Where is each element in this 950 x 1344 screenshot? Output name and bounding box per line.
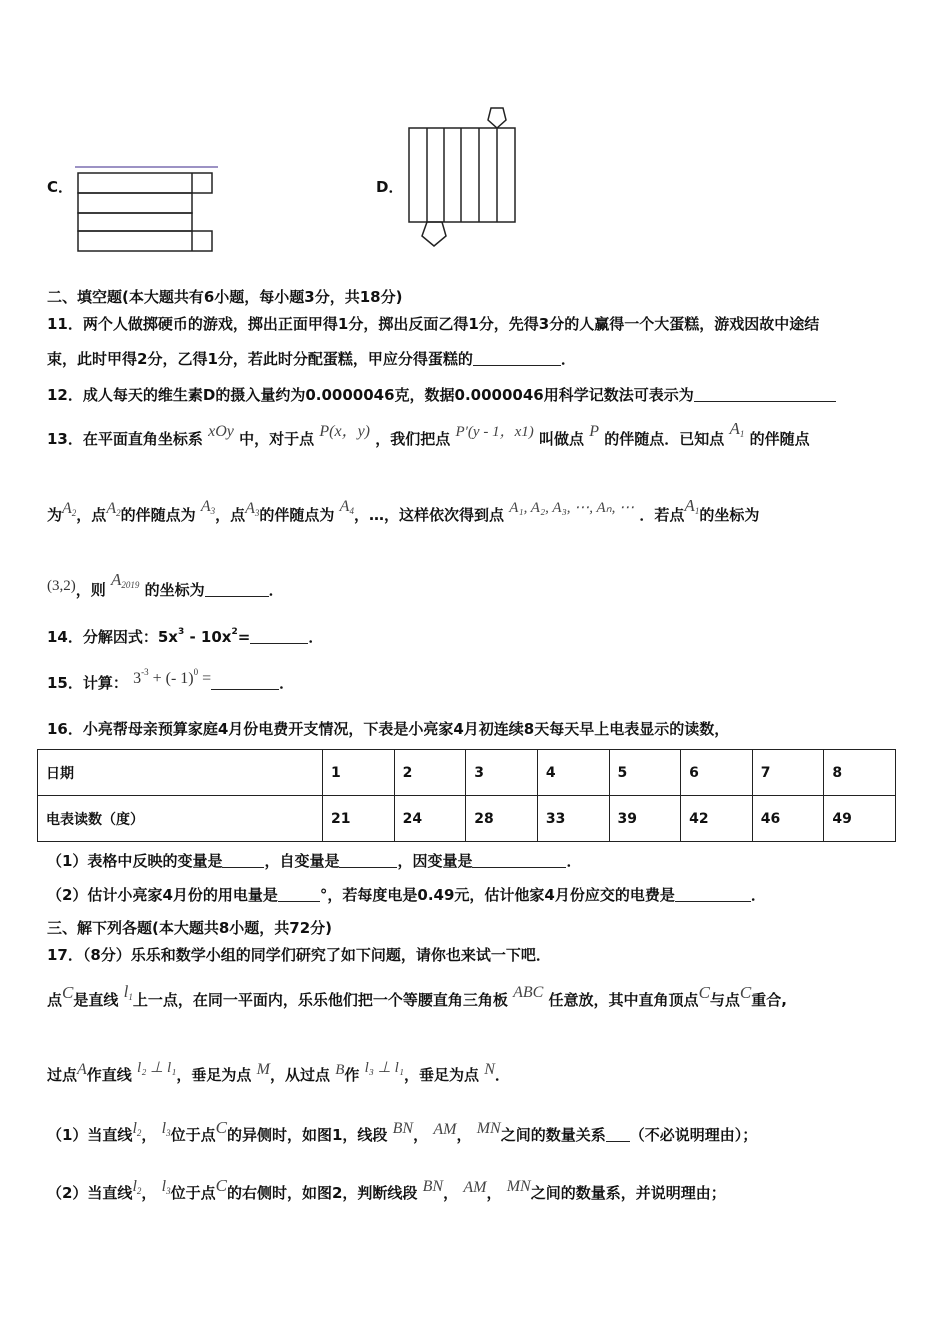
q12-answer-blank[interactable]: [694, 387, 836, 402]
table-cell: 33: [537, 796, 609, 842]
table-header-date: 日期: [38, 750, 323, 796]
section-2-heading: 二、填空题(本大题共有6小题，每小题3分，共18分): [47, 288, 403, 306]
electricity-table: [37, 749, 896, 842]
q15-answer-blank[interactable]: [211, 675, 279, 690]
table-cell: 39: [609, 796, 681, 842]
q16-sub1: （1）表格中反映的变量是 ，自变量是 ，因变量是 ．: [47, 852, 582, 870]
q17-line2: 点C是直线 $l_1$上一点，在同一平面内，乐乐他们把一个等腰直角三角板 ABC 任意放，其中直角顶点C与点C重合,: [47, 982, 787, 1009]
q13-answer-blank[interactable]: [205, 582, 269, 597]
table-header-reading: 电表读数（度）: [38, 796, 323, 842]
option-c-figure: [72, 163, 222, 255]
q11-line2: 束，此时甲得2分，乙得1分，若此时分配蛋糕，甲应分得蛋糕的 ．: [47, 350, 576, 368]
q16-independent-blank[interactable]: [339, 853, 397, 868]
q16-intro: 16．小亮帮母亲预算家庭4月份电费开支情况，下表是小亮家4月初连续8天每天早上电表显示的读数，: [47, 720, 730, 738]
q17-line3: 过点A作直线 l₂ ⊥ l₁，垂足为点 M，从过点 B作 l₃ ⊥ l₁，垂足为点 N．: [47, 1060, 510, 1084]
q17-relation-blank[interactable]: [606, 1127, 630, 1142]
option-d-label: D．: [376, 178, 404, 196]
table-cell: 24: [394, 796, 466, 842]
table-cell: 8: [824, 750, 896, 796]
table-cell: 6: [681, 750, 753, 796]
table-cell: 7: [752, 750, 824, 796]
q16-dependent-blank[interactable]: [472, 853, 566, 868]
table-cell: 2: [394, 750, 466, 796]
q11-line1: 11．两个人做掷硬币的游戏，掷出正面甲得1分，掷出反面乙得1分，先得3分的人赢得一个大蛋糕，游戏因故中途结: [47, 315, 820, 333]
table-cell: 49: [824, 796, 896, 842]
table-row: [38, 750, 896, 796]
q13-line3: (3,2)，则 $A_{2019}$ 的坐标为 ．: [47, 570, 284, 599]
q17-line1: 17．（8分）乐乐和数学小组的同学们研究了如下问题，请你也来试一下吧．: [47, 946, 551, 964]
q13-line2: 为$A_2$，点$A_2$的伴随点为 $A_3$，点$A_3$的伴随点为 $A_4$，…，这样依次得到点 A₁, A₂, A₃, ⋯, Aₙ, ⋯ ．若点$A_1$的坐标为: [47, 496, 760, 524]
table-cell: 28: [466, 796, 538, 842]
table-cell: 42: [681, 796, 753, 842]
q14-line: 14．分解因式：$5x^3 - 10x^2=$ ．: [47, 627, 324, 646]
table-cell: 1: [323, 750, 395, 796]
q13-line1: 13．在平面直角坐标系 xOy 中，对于点 P(x，y) ，我们把点 P′(y - 1，x1) 叫做点 P 的伴随点．已知点 $A_1$ 的伴随点: [47, 419, 810, 448]
q17-sub2: （2）当直线$l_2$， $l_3$位于点C的右侧时，如图2，判断线段 BN， AM， MN之间的数量系，并说明理由；: [47, 1176, 726, 1202]
table-row: [38, 796, 896, 842]
table-cell: 5: [609, 750, 681, 796]
q12-line: 12．成人每天的维生素D的摄入量约为0.0000046克，数据0.0000046用科学记数法可表示为: [47, 384, 836, 405]
q15-line: 15．计算： $3^{-3}$ + (- 1)$^0$ = ．: [47, 667, 295, 692]
option-c-label: C．: [47, 178, 74, 196]
q11-answer-blank[interactable]: [473, 351, 561, 366]
q14-answer-blank[interactable]: [250, 629, 308, 644]
table-cell: 3: [466, 750, 538, 796]
q16-sub2: （2）估计小亮家4月份的用电量是 °，若每度电是0.49元，估计他家4月份应交的电费是 ．: [47, 886, 766, 904]
q16-fee-blank[interactable]: [675, 887, 751, 902]
q17-sub1: （1）当直线$l_2$， $l_3$位于点C的异侧时，如图1，线段 BN， AM， MN之间的数量关系 （不必说明理由）；: [47, 1118, 758, 1144]
table-cell: 4: [537, 750, 609, 796]
q16-variable-blank[interactable]: [222, 853, 264, 868]
table-cell: 46: [752, 796, 824, 842]
table-cell: 21: [323, 796, 395, 842]
section-3-heading: 三、解下列各题(本大题共8小题，共72分): [47, 919, 333, 937]
q16-usage-blank[interactable]: [278, 887, 320, 902]
option-d-figure: [405, 98, 525, 256]
